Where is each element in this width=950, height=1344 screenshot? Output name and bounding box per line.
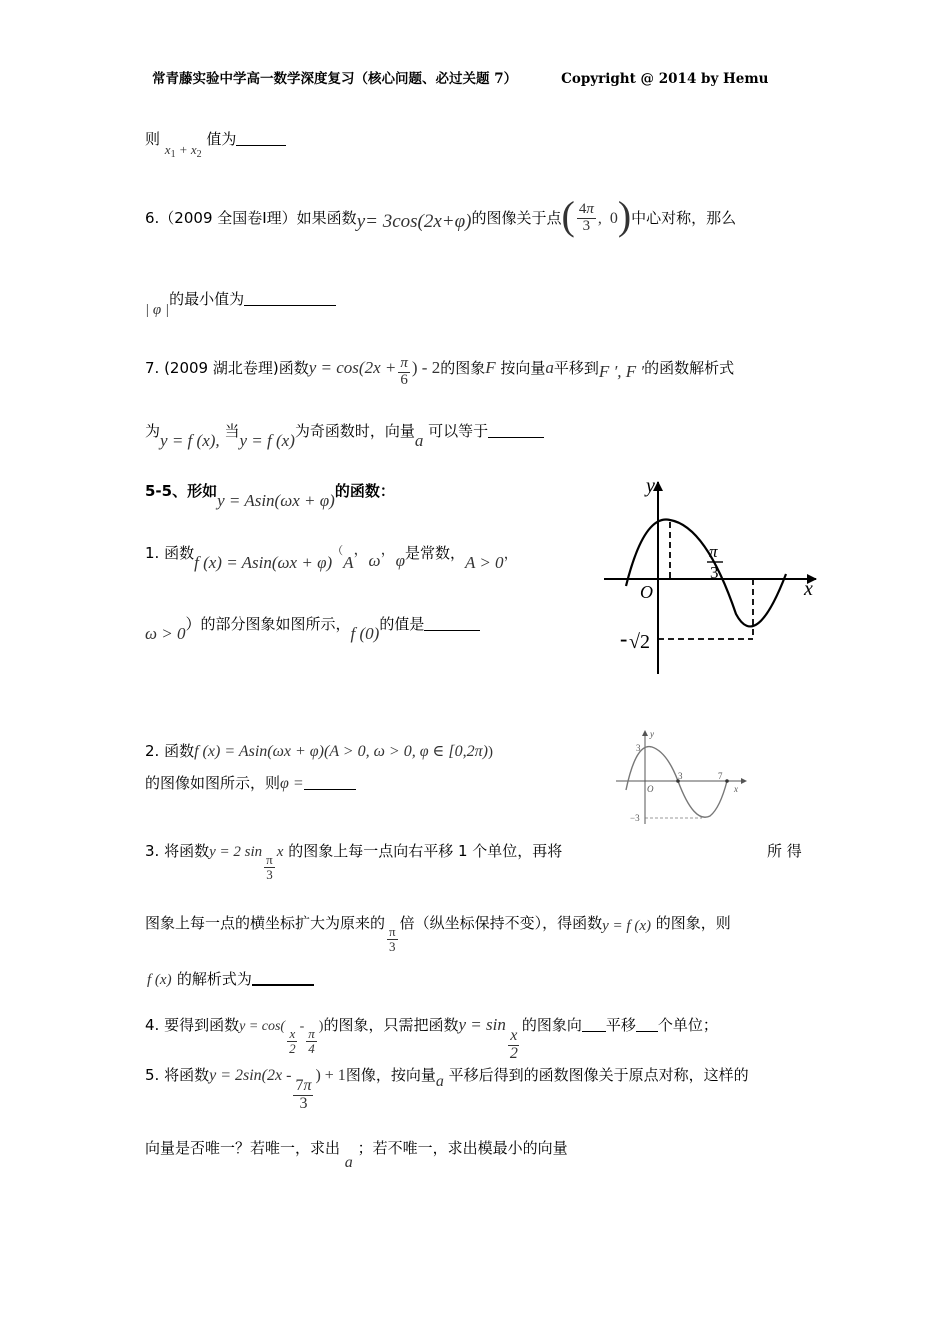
graph2-y-label: y xyxy=(650,729,654,739)
header-copyright: Copyright @ 2014 by Hemu xyxy=(561,71,769,87)
graph1-curve xyxy=(626,520,786,627)
q7-line1: 7. (2009 湖北卷理)函数y = cos(2x + $\frac{\pi}{6}$ ) - 2的图象F 按向量a平移到F ′, F ′的函数解析式 xyxy=(145,355,735,388)
answer-blank xyxy=(252,970,314,986)
q6-line1: 6.（2009 全国卷Ⅰ理）如果函数y= 3cos(2x+φ)的图像关于点( $\frac{4\pi}{3}$ , 0)中心对称，那么 xyxy=(145,193,737,238)
graph1-x-label: x xyxy=(804,578,813,600)
q7-line2: 为y = f (x), 当y = f (x)为奇函数时，向量a 可以等于 xyxy=(145,420,544,451)
graph1-pi-label: π xyxy=(709,542,718,561)
q6-line2: | φ |的最小值为 xyxy=(145,288,336,319)
p5-line1: 5. 将函数y = 2sin(2x - $\frac{7\pi}{3}$ ) + 1图像，按向量a 平移后得到的函数图像关于原点对称，这样的 xyxy=(145,1066,749,1112)
graph1-sqrt-label: √2 xyxy=(629,631,650,653)
page-header xyxy=(152,67,768,87)
formula-abs-phi: | φ | xyxy=(145,302,170,318)
p4-line: 4. 要得到函数y = cos( $\frac{x}{2}$ - $\frac{\pi}{4}$ )的图象，只需把函数y = sin $\frac{x}{2}$ 的图象向 平移 个单位； xyxy=(145,1015,718,1062)
answer-blank xyxy=(424,616,480,631)
p2-line2: 的图像如图所示，则φ = xyxy=(145,772,356,793)
answer-blank xyxy=(304,775,356,790)
graph-2 xyxy=(612,728,752,828)
graph1-origin-label: O xyxy=(640,582,653,602)
header-title: 常青藤实验中学高一数学深度复习（核心问题、必过关题 7） xyxy=(152,71,518,87)
graph2-ymin-label: −3 xyxy=(630,813,640,823)
formula-4pi-over-3: $\frac{4\pi}{3}$ xyxy=(578,201,594,234)
p1-line2: ω > 0）的部分图象如图所示，f (0)的值是 xyxy=(145,613,480,644)
graph2-xtick1-label: 3 xyxy=(678,771,683,781)
answer-blank-direction xyxy=(582,1017,606,1032)
answer-blank xyxy=(244,291,336,306)
graph1-neg-label: - xyxy=(620,626,628,651)
graph2-ymax-label: 3 xyxy=(636,743,641,753)
p3-line1-right: 所 得 xyxy=(767,842,802,860)
answer-blank xyxy=(488,423,544,438)
p1-line1: 1. 函数f (x) = Asin(ωx + φ)（A，ω，φ是常数，A > 0， xyxy=(145,542,519,572)
section-5-5-heading: 5-5、形如y = Asin(ωx + φ)的函数： xyxy=(145,482,395,510)
answer-blank-amount xyxy=(636,1017,658,1032)
graph-1 xyxy=(596,474,826,679)
p5-tail-line: 则 $x_1 + x_2$ 值为 xyxy=(145,128,286,160)
p3-line1: 3. 将函数y = 2 sin $\frac{\pi}{3}$ x 的图象上每一点向右平移 1 个单位，再将 xyxy=(145,842,563,882)
graph2-origin-label: O xyxy=(647,784,654,794)
graph1-y-label: y xyxy=(646,475,655,497)
graph2-xtick2-label: 7 xyxy=(718,771,723,781)
formula-cos-2x-pi6: y = cos(2x + xyxy=(308,358,397,377)
graph2-point-7 xyxy=(725,779,729,783)
graph1-three-label: 3 xyxy=(710,563,719,582)
formula-x1-plus-x2: $x_1 + x_2$ xyxy=(164,142,202,160)
formula-y-3cos: y= 3cos(2x+φ) xyxy=(356,211,472,232)
p3-line2: 图象上每一点的横坐标扩大为原来的 $\frac{\pi}{3}$ 倍（纵坐标保持不变），得函数y = f (x) 的图象，则 xyxy=(145,914,731,954)
p5-line2: 向量是否唯一？若唯一，求出 a ；若不唯一，求出模最小的向量 xyxy=(145,1139,568,1171)
graph2-x-label: x xyxy=(734,784,738,794)
answer-blank xyxy=(236,131,286,146)
p3-line3: f (x) 的解析式为 xyxy=(147,968,314,989)
p2-line1: 2. 函数f (x) = Asin(ωx + φ)(A > 0, ω > 0, φ ∈ [0,2π)) xyxy=(145,742,493,760)
formula-p2: f (x) = Asin(ωx + φ)(A > 0, ω > 0, φ ∈ [0,2π) xyxy=(194,743,488,760)
